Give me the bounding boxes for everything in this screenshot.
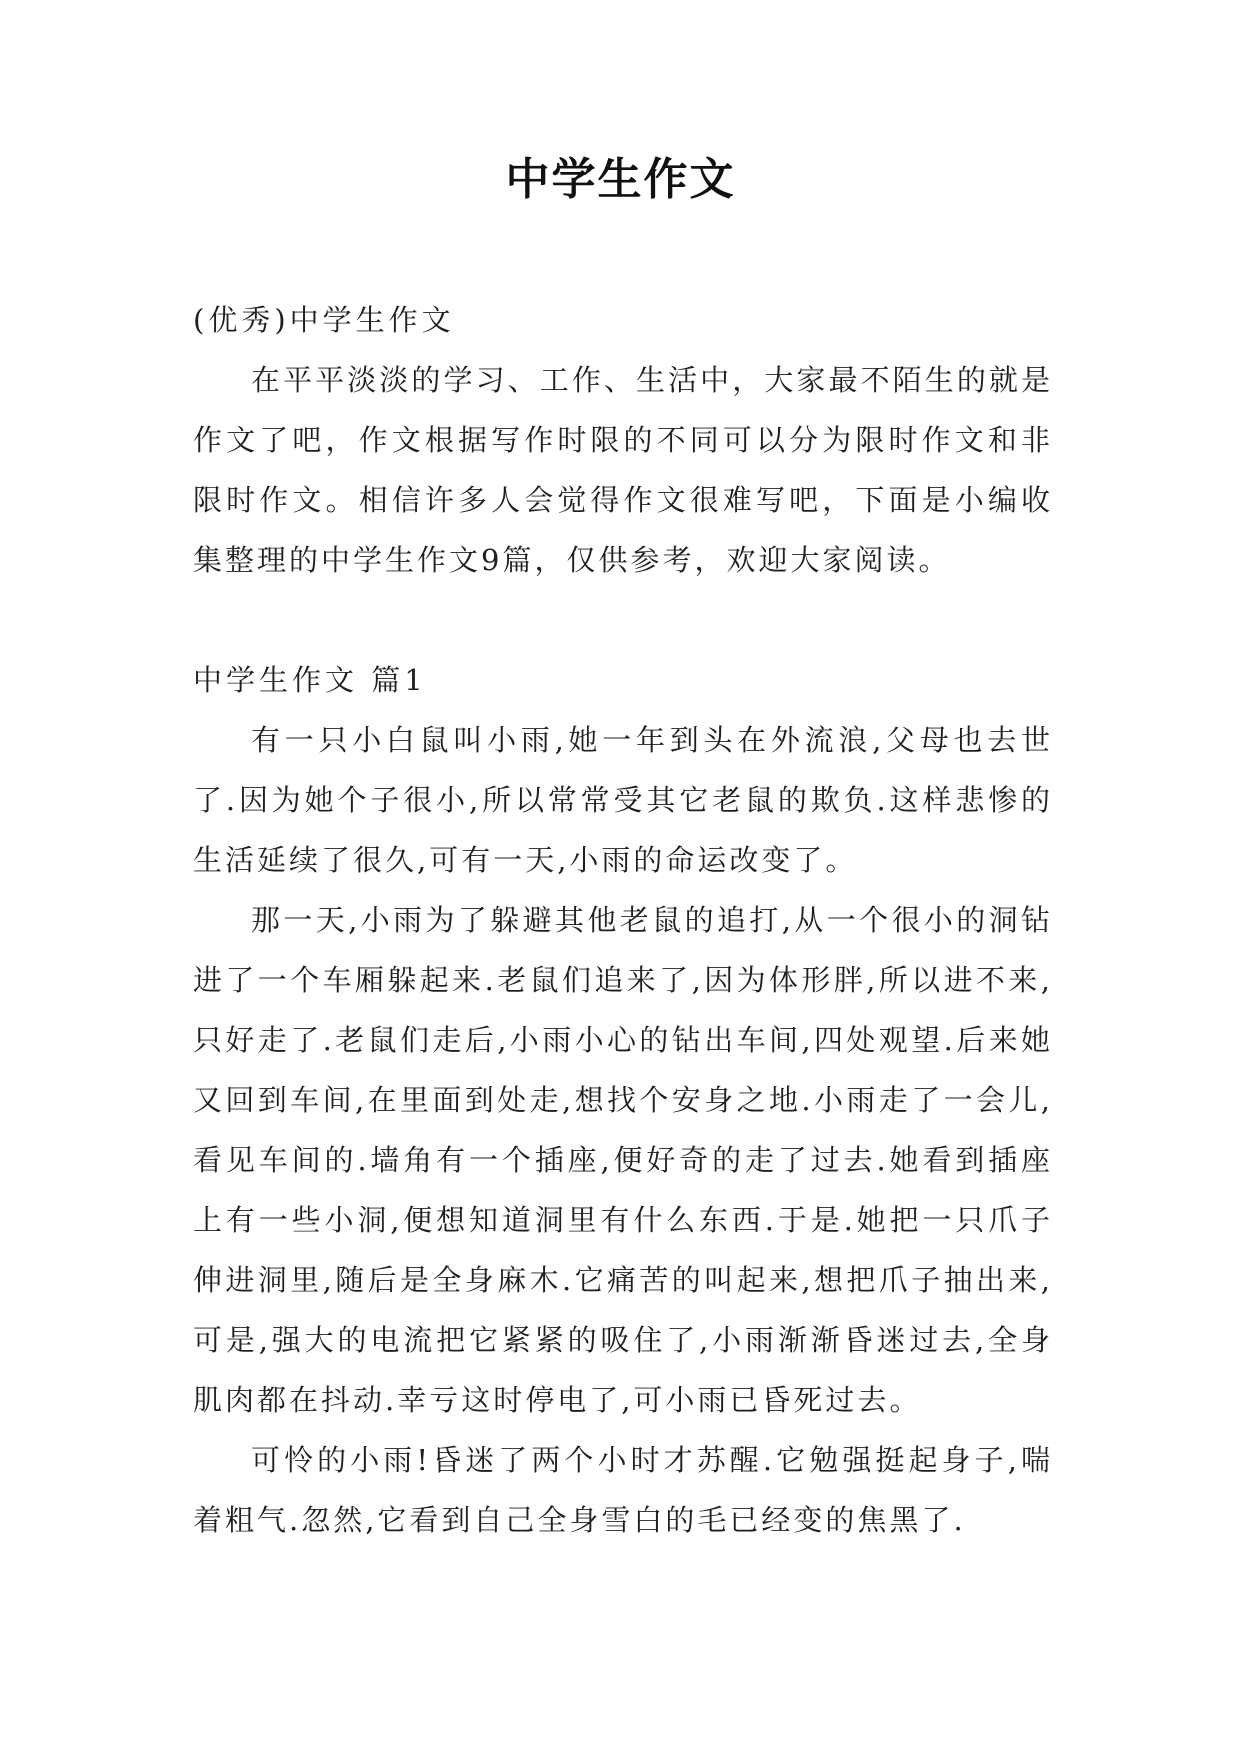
story-paragraph-3: 可怜的小雨!昏迷了两个小时才苏醒.它勉强挺起身子,喘着粗气.忽然,它看到自己全身雪白的毛已经变的焦黑了. bbox=[193, 1443, 1053, 1537]
intro-paragraph: 在平平淡淡的学习、工作、生活中，大家最不陌生的就是作文了吧，作文根据写作时限的不同可以分为限时作文和非限时作文。相信许多人会觉得作文很难写吧，下面是小编收集整理的中学生作文9篇，仅供参考，欢迎大家阅读。 bbox=[193, 363, 1053, 577]
document-body bbox=[193, 290, 1053, 1550]
story-paragraph-1: 有一只小白鼠叫小雨,她一年到头在外流浪,父母也去世了.因为她个子很小,所以常常受其它老鼠的欺负.这样悲惨的生活延续了很久,可有一天,小雨的命运改变了。 bbox=[193, 723, 1053, 877]
intro-label: (优秀)中学生作文 bbox=[193, 303, 455, 337]
section-spacer bbox=[193, 590, 1053, 650]
section-heading: 中学生作文 篇1 bbox=[193, 663, 427, 697]
story-paragraph-2: 那一天,小雨为了躲避其他老鼠的追打,从一个很小的洞钻进了一个车厢躲起来.老鼠们追来了,因为体形胖,所以进不来,只好走了.老鼠们走后,小雨小心的钻出车间,四处观望.后来她又回到车间,在里面到处走,想找个安身之地.小雨走了一会儿,看见车间的.墙角有一个插座,便好奇的走了过去.她看到插座上有一些小洞,便想知道洞里有什么东西.于是.她把一只爪子伸进洞里,随后是全身麻木.它痛苦的叫起来,想把爪子抽出来,可是,强大的电流把它紧紧的吸住了,小雨渐渐昏迷过去,全身肌肉都在抖动.幸亏这时停电了,可小雨已昏死过去。 bbox=[193, 903, 1053, 1417]
document-title: 中学生作文 bbox=[505, 154, 736, 205]
